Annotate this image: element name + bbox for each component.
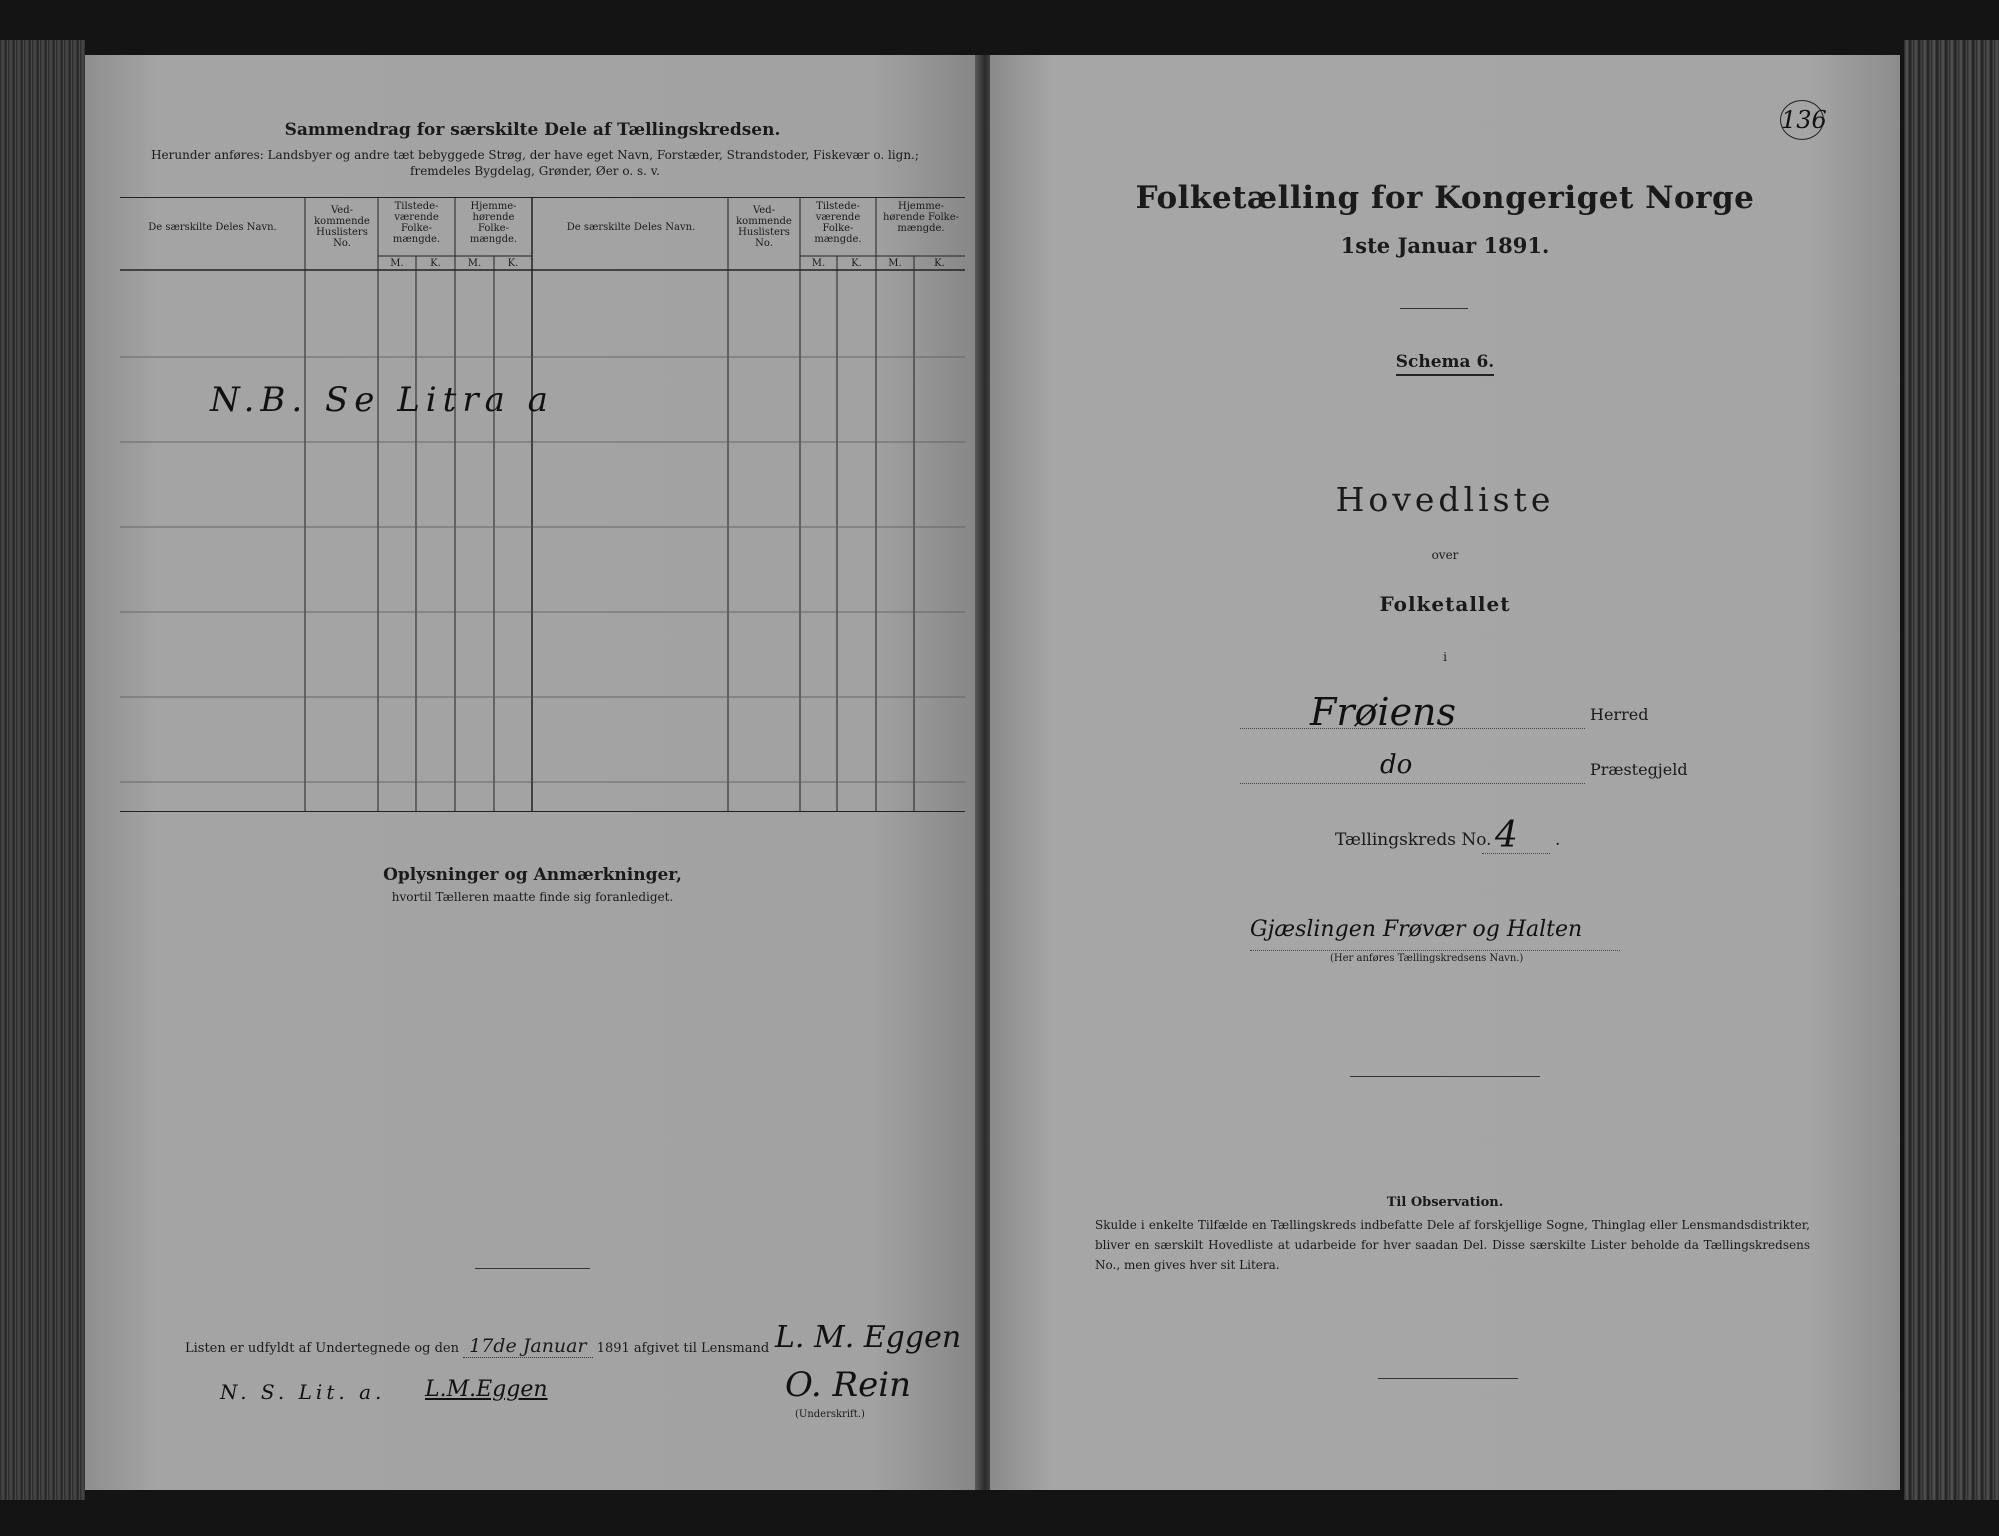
header-k1: K.	[430, 258, 441, 269]
kreds-name-handwritten: Gjæslingen Frøvær og Halten	[1250, 917, 1583, 942]
notes-subtitle: hvortil Tælleren maatte finde sig foranlediget.	[391, 890, 674, 904]
book-edge-right	[1904, 40, 1999, 1500]
kreds-name-caption: (Her anføres Tællingskredsens Navn.)	[1330, 953, 1524, 964]
header-husliste-right: Ved-kommende Huslisters No.	[736, 205, 792, 249]
signature-statement	[185, 1335, 769, 1357]
notes-title: Oplysninger og Anmærkninger,	[383, 865, 682, 885]
summary-table-grid	[120, 197, 965, 812]
mid-rule	[1350, 1076, 1540, 1077]
header-m2: M.	[467, 258, 482, 269]
observation-text: Skulde i enkelte Tilfælde en Tællingskreds indbefatte Dele af forskjellige Sogne, Thinglag eller Lensmandsdistrikter, bliver en særskilt Hovedliste at udarbeide for hver saadan Del. Disse særskilte Lister beholde da Tællingskredsens No., men gives hver sit Litera.	[1095, 1218, 1810, 1272]
kreds-number: 4	[1495, 815, 1518, 856]
herred-handwritten: Frøiens	[1310, 690, 1457, 734]
folketallet-heading: Folketallet	[1379, 592, 1511, 616]
header-m3: M.	[811, 258, 826, 269]
over-label: over	[1431, 548, 1459, 562]
book-edge-left	[0, 40, 85, 1500]
schema-text: Schema 6.	[1396, 352, 1494, 376]
i-label: i	[1443, 650, 1447, 664]
observation-title: Til Observation.	[1386, 1195, 1504, 1210]
header-k3: K.	[851, 258, 862, 269]
herred-label: Herred	[1590, 705, 1649, 724]
census-title: Folketælling for Kongeriget Norge	[1135, 180, 1755, 216]
header-tilstede-left: Tilstede-værende Folke-mængde.	[392, 201, 441, 245]
header-m1: M.	[390, 258, 404, 269]
hovedliste-heading: Hovedliste	[1335, 480, 1555, 519]
handwritten-note-litra: N.B. Se Litra a	[210, 380, 554, 420]
prestegjeld-handwritten: do	[1380, 750, 1413, 780]
census-date: 1ste Januar 1891.	[1340, 233, 1550, 258]
summary-title: Sammendrag for særskilte Dele af Tællingskredsen.	[284, 120, 781, 140]
header-name-right: De særskilte Deles Navn.	[566, 222, 696, 233]
left-page	[85, 55, 980, 1490]
header-k2: K.	[507, 258, 519, 269]
divider-rule	[475, 1268, 590, 1269]
title-rule	[1400, 308, 1468, 309]
bottom-rule	[1378, 1378, 1518, 1379]
header-tilstede-right: Tilstede-værende Folke-mængde.	[814, 201, 862, 245]
summary-subtitle	[115, 147, 955, 179]
handwritten-signature-eggen: L.M.Eggen	[425, 1377, 548, 1402]
handwritten-signature-rein: O. Rein	[785, 1365, 911, 1405]
underskrift-label: (Underskrift.)	[795, 1409, 865, 1420]
signature-date: 17de Januar	[463, 1335, 592, 1358]
header-name-left: De særskilte Deles Navn.	[148, 222, 277, 233]
lensmand-signature: L. M. Eggen	[775, 1320, 962, 1355]
kreds-dot: .	[1555, 830, 1561, 850]
prestegjeld-dotted-line	[1240, 783, 1585, 784]
kreds-label: Tællingskreds No.	[1335, 830, 1492, 850]
handwritten-nb-second: N. S. Lit. a.	[220, 1380, 386, 1404]
signature-text-after: 1891 afgivet til Lensmand	[596, 1341, 770, 1356]
schema-label	[990, 352, 1900, 372]
kreds-name-dotted-line	[1250, 950, 1620, 951]
summary-table	[120, 197, 965, 812]
summary-subtitle-line1: Herunder anføres: Landsbyer og andre tæt bebyggede Strøg, der have eget Navn, Forstæder, Strandstoder, Fiskevær o. lign.;	[151, 148, 919, 162]
prestegjeld-label: Præstegjeld	[1590, 760, 1688, 779]
header-m4: M.	[888, 258, 902, 269]
signature-text-before: Listen er udfyldt af Undertegnede og den	[185, 1341, 459, 1356]
page-number-stamp: 136	[1780, 100, 1824, 140]
summary-subtitle-line2: fremdeles Bygdelag, Grønder, Øer o. s. v.	[410, 164, 660, 178]
header-hjemme-left: Hjemme-hørende Folke-mængde.	[469, 201, 518, 245]
header-k4: K.	[934, 258, 945, 269]
header-husliste-left: Ved-kommende Huslisters No.	[314, 205, 370, 249]
header-hjemme-right: Hjemme-hørende Folke-mængde.	[882, 201, 960, 234]
